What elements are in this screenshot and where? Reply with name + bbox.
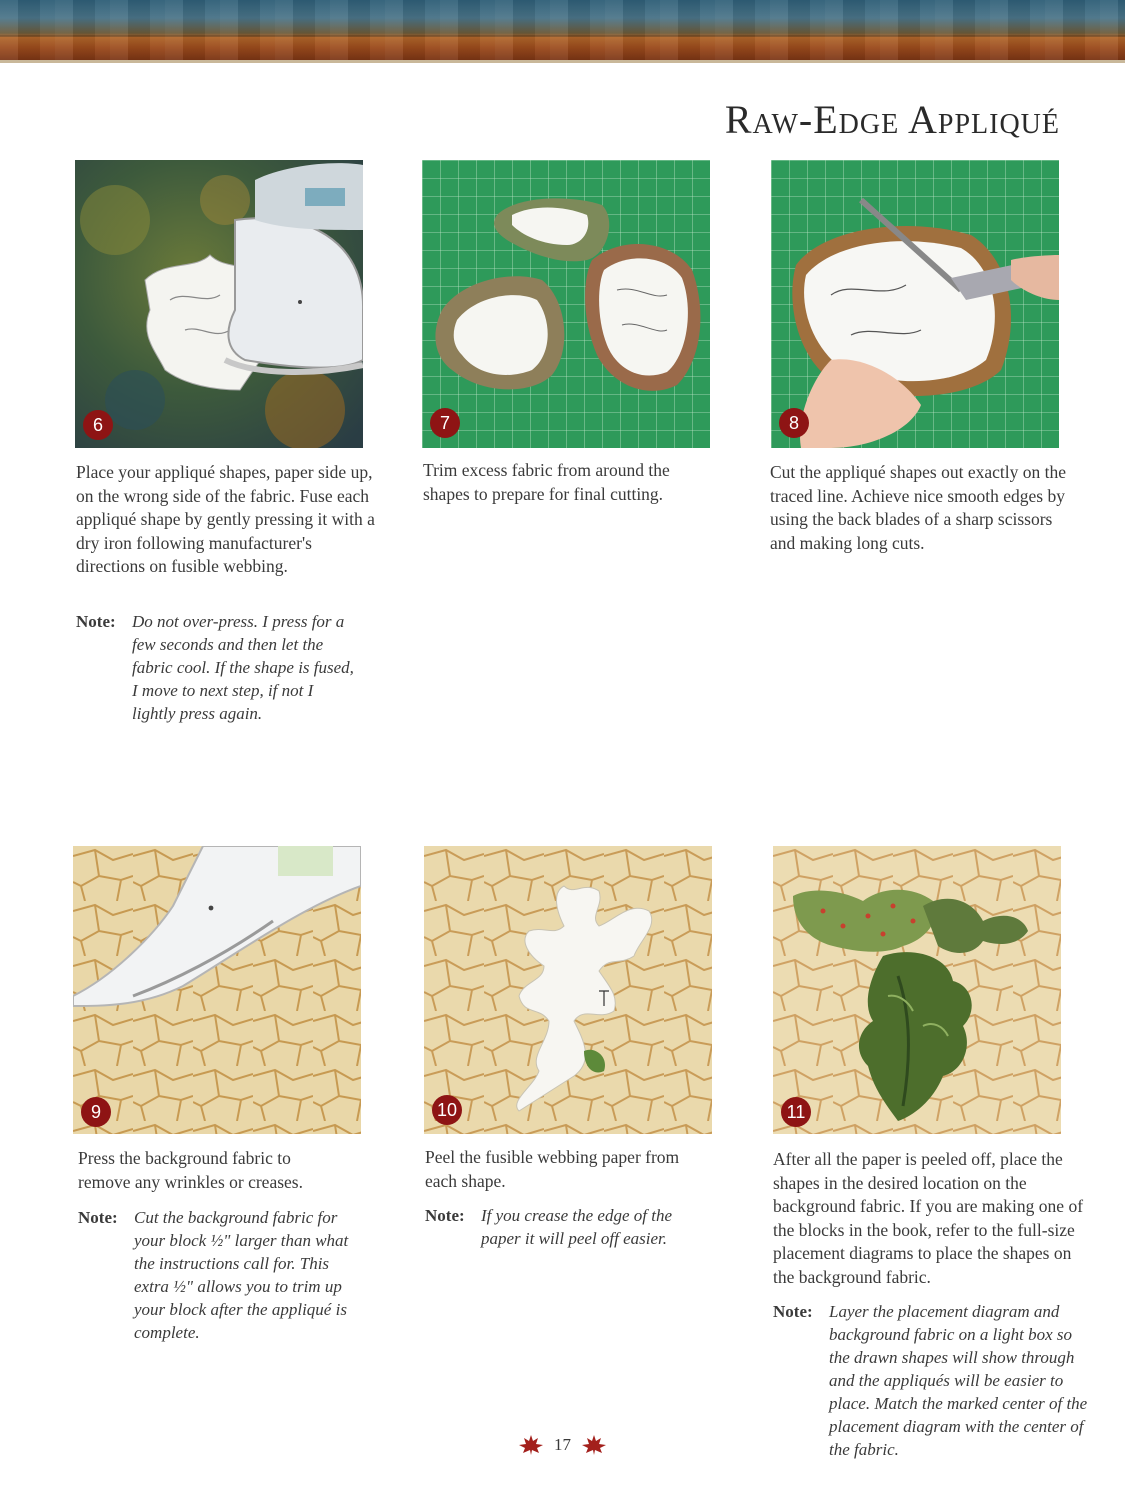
step-6-caption: Place your appliqué shapes, paper side up, on the wrong side of the fabric. Fuse each appliqué shape by gently pressing it with a dry iron following manufacturer's directions on fusible webbing.: [76, 462, 375, 576]
decorative-batik-banner: [0, 0, 1125, 60]
step-6-number-badge: 6: [83, 410, 113, 440]
step-10-number-badge: 10: [432, 1095, 462, 1125]
step-10-note-text: If you crease the edge of the paper it will peel off easier.: [481, 1206, 673, 1248]
step-10-note: [425, 1204, 715, 1264]
step-11-caption: After all the paper is peeled off, place the shapes in the desired location on the background fabric. If you are making one of the blocks in the book, refer to the full-size placement diagrams to place the shapes on the background fabric.: [773, 1149, 1084, 1287]
banner-divider: [0, 60, 1125, 63]
step-7-photo: [422, 160, 710, 448]
step-9-caption: Press the background fabric to remove any wrinkles or creases.: [78, 1148, 303, 1192]
step-11-note-label: Note:: [773, 1302, 813, 1321]
step-7-number-badge: 7: [430, 408, 460, 438]
step-9-photo: [73, 846, 361, 1134]
step-11-photo: [773, 846, 1061, 1134]
step-9-note-label: Note:: [78, 1208, 118, 1227]
step-9-number-badge: 9: [81, 1097, 111, 1127]
page-number: 17: [554, 1435, 571, 1455]
maple-leaf-icon: [518, 1434, 544, 1456]
step-9-note: [78, 1206, 368, 1346]
step-6-note-text: Do not over-press. I press for a few seconds and then let the fabric cool. If the shape is fused, I move to next step, if not I lightly press again.: [132, 612, 354, 723]
step-9-note-text: Cut the background fabric for your block ½" larger than what the instructions call for. This extra ½" allows you to trim up your block after the appliqué is complete.: [134, 1208, 349, 1342]
step-10-photo: [424, 846, 712, 1134]
step-8-number-badge: 8: [779, 408, 809, 438]
step-11-number-badge: 11: [781, 1097, 811, 1127]
step-11-note-text: Layer the placement diagram and background fabric on a light box so the drawn shapes will show through and the appliqués will be easier to place. Match the marked center of the placement diagram with the center of the fabric.: [829, 1302, 1088, 1459]
maple-leaf-icon: [581, 1434, 607, 1456]
step-10-caption: Peel the fusible webbing paper from each shape.: [425, 1147, 680, 1191]
page-footer: [0, 1434, 1125, 1456]
step-6-note: [76, 610, 376, 730]
step-10-note-label: Note:: [425, 1206, 465, 1225]
step-6-note-label: Note:: [76, 612, 116, 631]
step-8-photo: [771, 160, 1059, 448]
step-6-photo: [75, 160, 363, 448]
page-title: Raw-Edge Appliqué: [724, 97, 1060, 142]
step-8-caption: Cut the appliqué shapes out exactly on the traced line. Achieve nice smooth edges by using the back blades of a sharp scissors and making long cuts.: [770, 462, 1066, 553]
step-7-caption: Trim excess fabric from around the shapes to prepare for final cutting.: [423, 460, 670, 504]
